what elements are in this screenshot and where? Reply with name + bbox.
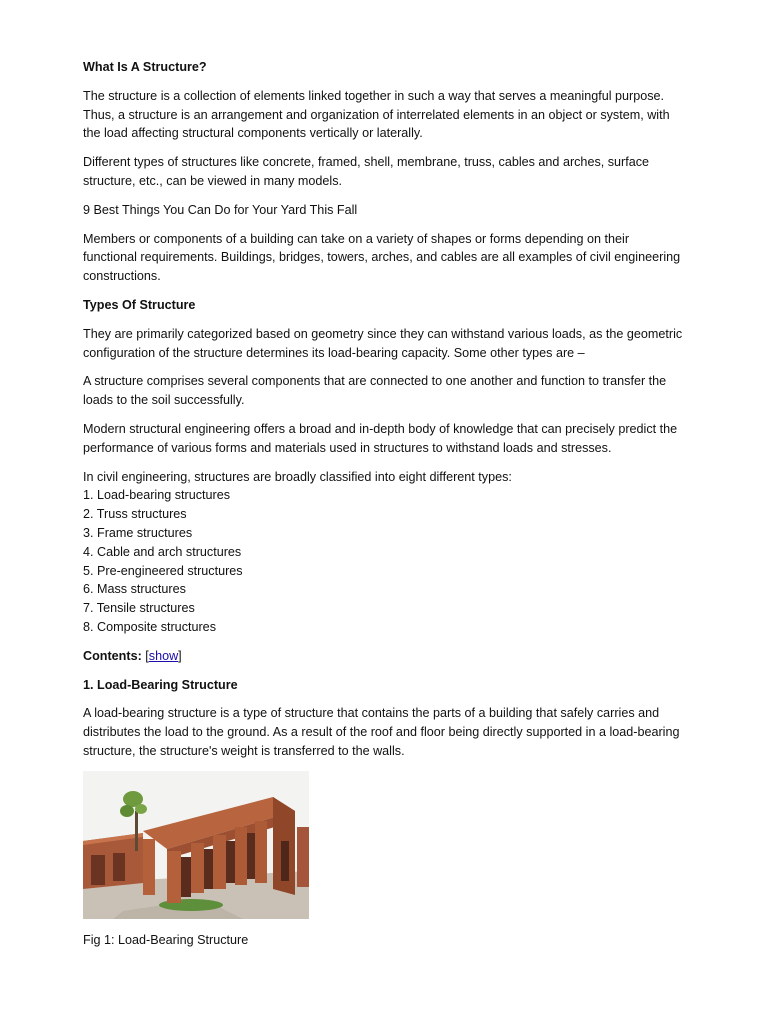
heading-load-bearing: 1. Load-Bearing Structure xyxy=(83,677,238,692)
paragraph-geometry: They are primarily categorized based on geometry since they can withstand various loads, as the geometric configuration of the structure determines its load-bearing capacity. Some other types are – xyxy=(83,326,683,360)
heading-types-of-structure: Types Of Structure xyxy=(83,297,196,312)
contents-line xyxy=(83,647,683,666)
list-item: 5. Pre-engineered structures xyxy=(83,563,243,578)
document-body xyxy=(83,58,683,960)
list-item: 6. Mass structures xyxy=(83,582,186,597)
contents-label: Contents: xyxy=(83,648,142,663)
paragraph-modern-engineering: Modern structural engineering offers a broad and in-depth body of knowledge that can precisely predict the performance of various forms and materials used in structures to withstand loads and stresses. xyxy=(83,421,678,455)
paragraph-definition: The structure is a collection of elements linked together in such a way that serves a meaningful purpose. Thus, a structure is an arrangement and organization of interrelated elements in an object or system, with the load affecting structural components vertically or laterally. xyxy=(83,88,670,141)
list-item: 3. Frame structures xyxy=(83,525,193,540)
list-item: 4. Cable and arch structures xyxy=(83,544,242,559)
paragraph-members: Members or components of a building can take on a variety of shapes or forms depending on their functional requirements. Buildings, bridges, towers, arches, and cables are all examples of civil engineering constructions. xyxy=(83,231,681,284)
heading-what-is-structure: What Is A Structure? xyxy=(83,60,207,74)
paragraph-components: A structure comprises several components that are connected to one another and function to transfer the loads to the soil successfully. xyxy=(83,374,667,408)
list-item: 8. Composite structures xyxy=(83,619,216,634)
contents-show-link[interactable]: show xyxy=(148,648,179,663)
structure-types-list xyxy=(83,468,683,637)
list-item: 7. Tensile structures xyxy=(83,601,195,616)
paragraph-load-bearing: A load-bearing structure is a type of structure that contains the parts of a building that safely carries and distributes the load to the ground. As a result of the roof and floor being directly supported in a load-bearing structure, the structure's weight is transferred to the walls. xyxy=(83,706,680,758)
contents-bracket-open: [ xyxy=(141,648,149,663)
paragraph-types-models: Different types of structures like concrete, framed, shell, membrane, truss, cables and arches, surface structure, etc., can be viewed in many models. xyxy=(83,155,650,188)
list-item: 2. Truss structures xyxy=(83,507,187,522)
paragraph-yard-title: 9 Best Things You Can Do for Your Yard This Fall xyxy=(83,202,358,217)
load-bearing-structure-photo xyxy=(83,771,309,919)
contents-bracket-close: ] xyxy=(178,648,182,663)
list-intro: In civil engineering, structures are broadly classified into eight different types: xyxy=(83,469,512,484)
list-item: 1. Load-bearing structures xyxy=(83,488,231,503)
figure-caption: Fig 1: Load-Bearing Structure xyxy=(83,932,249,947)
